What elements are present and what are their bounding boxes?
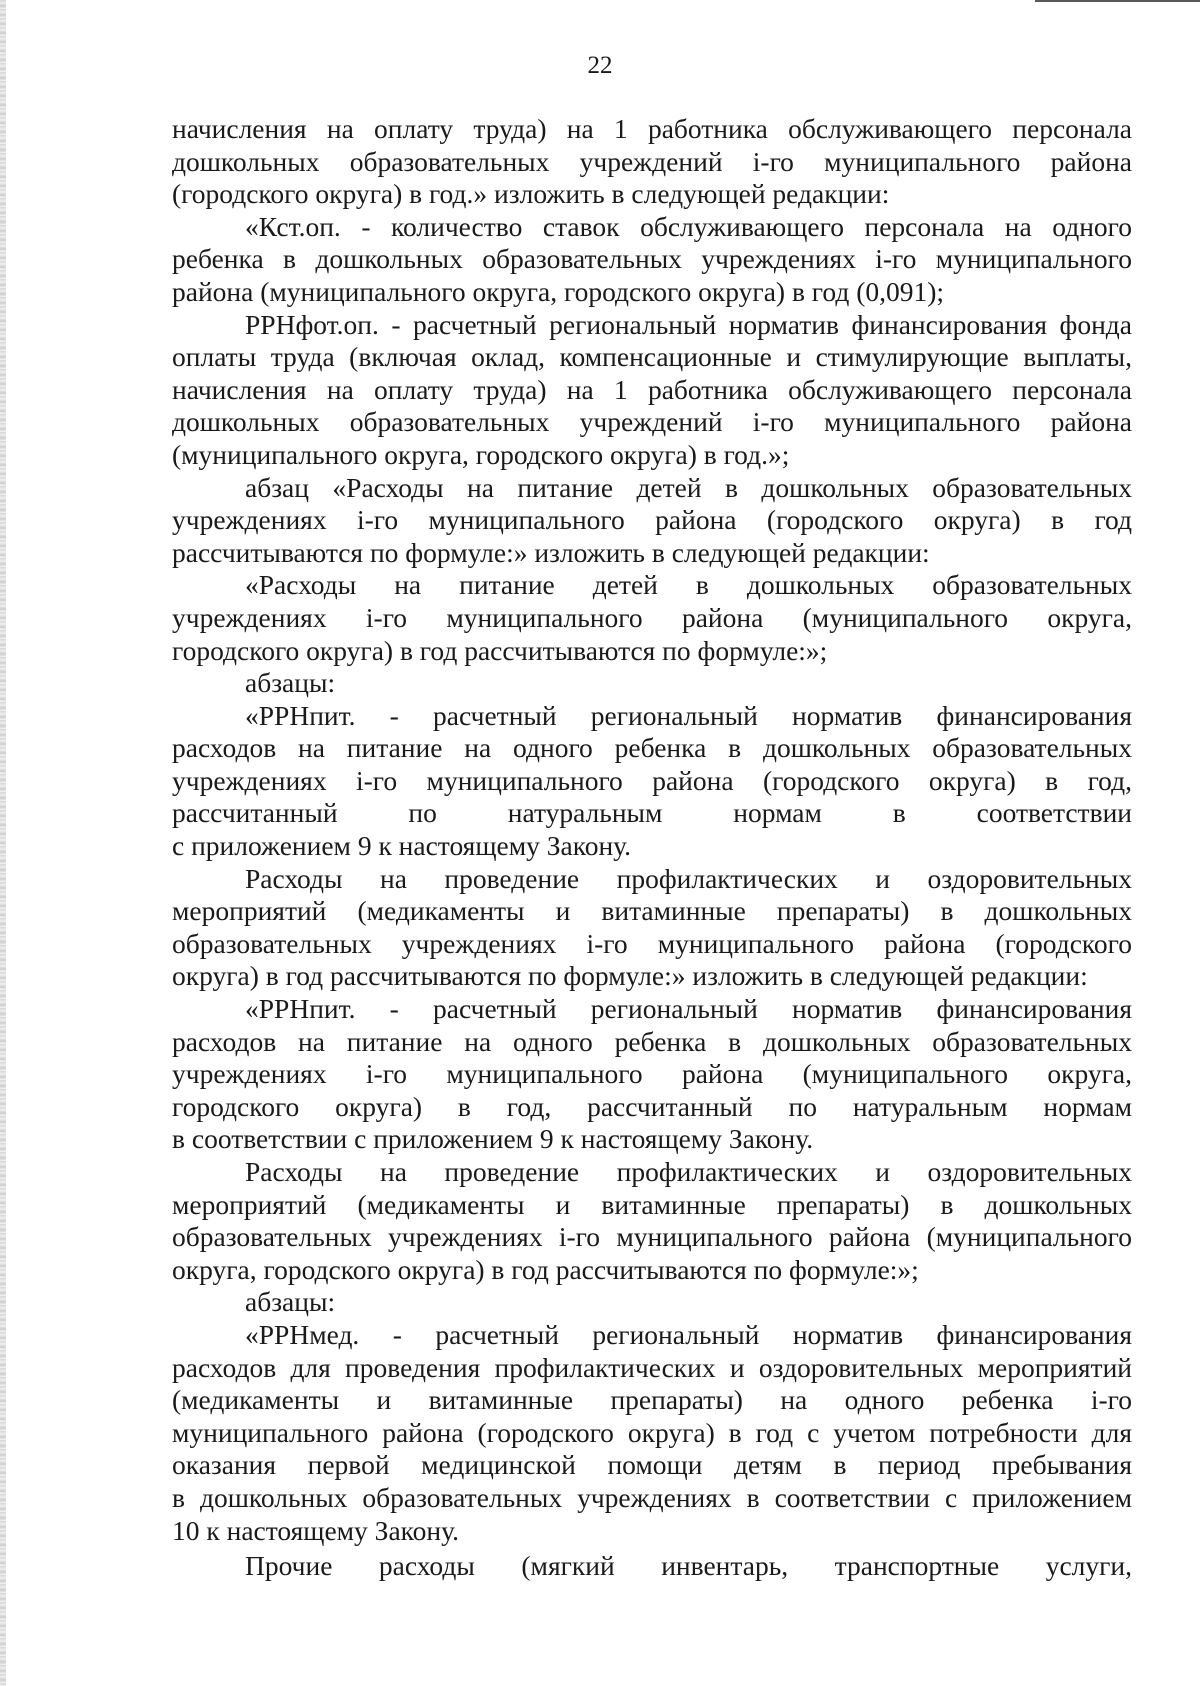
text-line-27: округа) в год рассчитываются по формуле:» изложить в следующей редакции: bbox=[172, 960, 1088, 992]
text-line-43: в дошкольных образовательных учреждениях в соответствии с приложением bbox=[172, 1481, 1132, 1513]
scan-edge-left bbox=[0, 0, 6, 1686]
text-line-35: образовательных учреждениях і-го муниципального района (муниципального bbox=[172, 1221, 1132, 1253]
text-line-1: начисления на оплату труда) на 1 работника обслуживающего персонала bbox=[172, 113, 1132, 144]
text-line-23: с приложением 9 к настоящему Закону. bbox=[172, 830, 632, 862]
text-line-36: округа, городского округа) в год рассчитываются по формуле:»; bbox=[172, 1253, 919, 1285]
text-line-10: дошкольных образовательных учреждений і-го муниципального района bbox=[172, 406, 1132, 438]
text-line-37: абзацы: bbox=[245, 1286, 336, 1318]
text-line-17: городского округа) в год рассчитываются по формуле:»; bbox=[172, 634, 828, 666]
text-line-11: (муниципального округа, городского округа) в год.»; bbox=[172, 438, 790, 470]
text-line-19: «РРНпит. - расчетный региональный норматив финансирования bbox=[245, 699, 1132, 731]
text-line-29: расходов на питание на одного ребенка в дошкольных образовательных bbox=[172, 1025, 1132, 1057]
text-line-45: Прочие расходы (мягкий инвентарь, транспортные услуги, bbox=[245, 1550, 1132, 1582]
text-line-15: «Расходы на питание детей в дошкольных образовательных bbox=[245, 569, 1132, 601]
text-line-2: дошкольных образовательных учреждений і-го муниципального района bbox=[172, 145, 1132, 177]
text-line-33: Расходы на проведение профилактических и оздоровительных bbox=[245, 1156, 1132, 1187]
text-line-24: Расходы на проведение профилактических и оздоровительных bbox=[245, 862, 1132, 894]
text-line-39: расходов для проведения профилактических и оздоровительных мероприятий bbox=[172, 1351, 1132, 1383]
text-line-38: «РРНмед. - расчетный региональный норматив финансирования bbox=[245, 1318, 1132, 1350]
text-line-32: в соответствии с приложением 9 к настоящему Закону. bbox=[172, 1123, 814, 1155]
text-line-8: оплаты труда (включая оклад, компенсационные и стимулирующие выплаты, bbox=[172, 341, 1132, 373]
text-line-20: расходов на питание на одного ребенка в дошкольных образовательных bbox=[172, 732, 1132, 764]
text-line-40: (медикаменты и витаминные препараты) на одного ребенка і-го bbox=[172, 1384, 1132, 1416]
text-line-26: образовательных учреждениях і-го муниципального района (городского bbox=[172, 927, 1132, 959]
text-line-3: (городского округа) в год.» изложить в следующей редакции: bbox=[172, 178, 890, 210]
scan-edge-top bbox=[1035, 0, 1200, 2]
text-line-22: рассчитанный по натуральным нормам в соответствии bbox=[172, 797, 1132, 829]
text-line-42: оказания первой медицинской помощи детям в период пребывания bbox=[172, 1449, 1132, 1481]
text-line-25: мероприятий (медикаменты и витаминные препараты) в дошкольных bbox=[172, 895, 1132, 927]
text-line-28: «РРНпит. - расчетный региональный норматив финансирования bbox=[245, 993, 1132, 1025]
text-line-44: 10 к настоящему Закону. bbox=[172, 1514, 459, 1546]
text-line-6: района (муниципального округа, городского округа) в год (0,091); bbox=[172, 275, 945, 307]
page-number: 22 bbox=[587, 52, 613, 79]
text-line-7: РРНфот.оп. - расчетный региональный норматив финансирования фонда bbox=[245, 308, 1132, 340]
text-line-5: ребенка в дошкольных образовательных учреждениях і-го муниципального bbox=[172, 243, 1132, 275]
text-line-18: абзацы: bbox=[245, 667, 336, 699]
text-line-30: учреждениях і-го муниципального района (муниципального округа, bbox=[172, 1058, 1132, 1090]
text-line-41: муниципального района (городского округа) в год с учетом потребности для bbox=[172, 1416, 1132, 1448]
text-line-14: рассчитываются по формуле:» изложить в следующей редакции: bbox=[172, 536, 930, 568]
document-body bbox=[172, 113, 1132, 1583]
text-line-4: «Кст.оп. - количество ставок обслуживающего персонала на одного bbox=[245, 210, 1132, 242]
text-line-16: учреждениях і-го муниципального района (муниципального округа, bbox=[172, 601, 1132, 633]
text-line-34: мероприятий (медикаменты и витаминные препараты) в дошкольных bbox=[172, 1188, 1132, 1220]
text-line-9: начисления на оплату труда) на 1 работника обслуживающего персонала bbox=[172, 373, 1132, 405]
text-line-12: абзац «Расходы на питание детей в дошкольных образовательных bbox=[245, 471, 1132, 503]
text-line-21: учреждениях і-го муниципального района (городского округа) в год, bbox=[172, 764, 1132, 796]
text-line-13: учреждениях і-го муниципального района (городского округа) в год bbox=[172, 504, 1132, 536]
text-line-31: городского округа) в год, рассчитанный по натуральным нормам bbox=[172, 1090, 1132, 1122]
